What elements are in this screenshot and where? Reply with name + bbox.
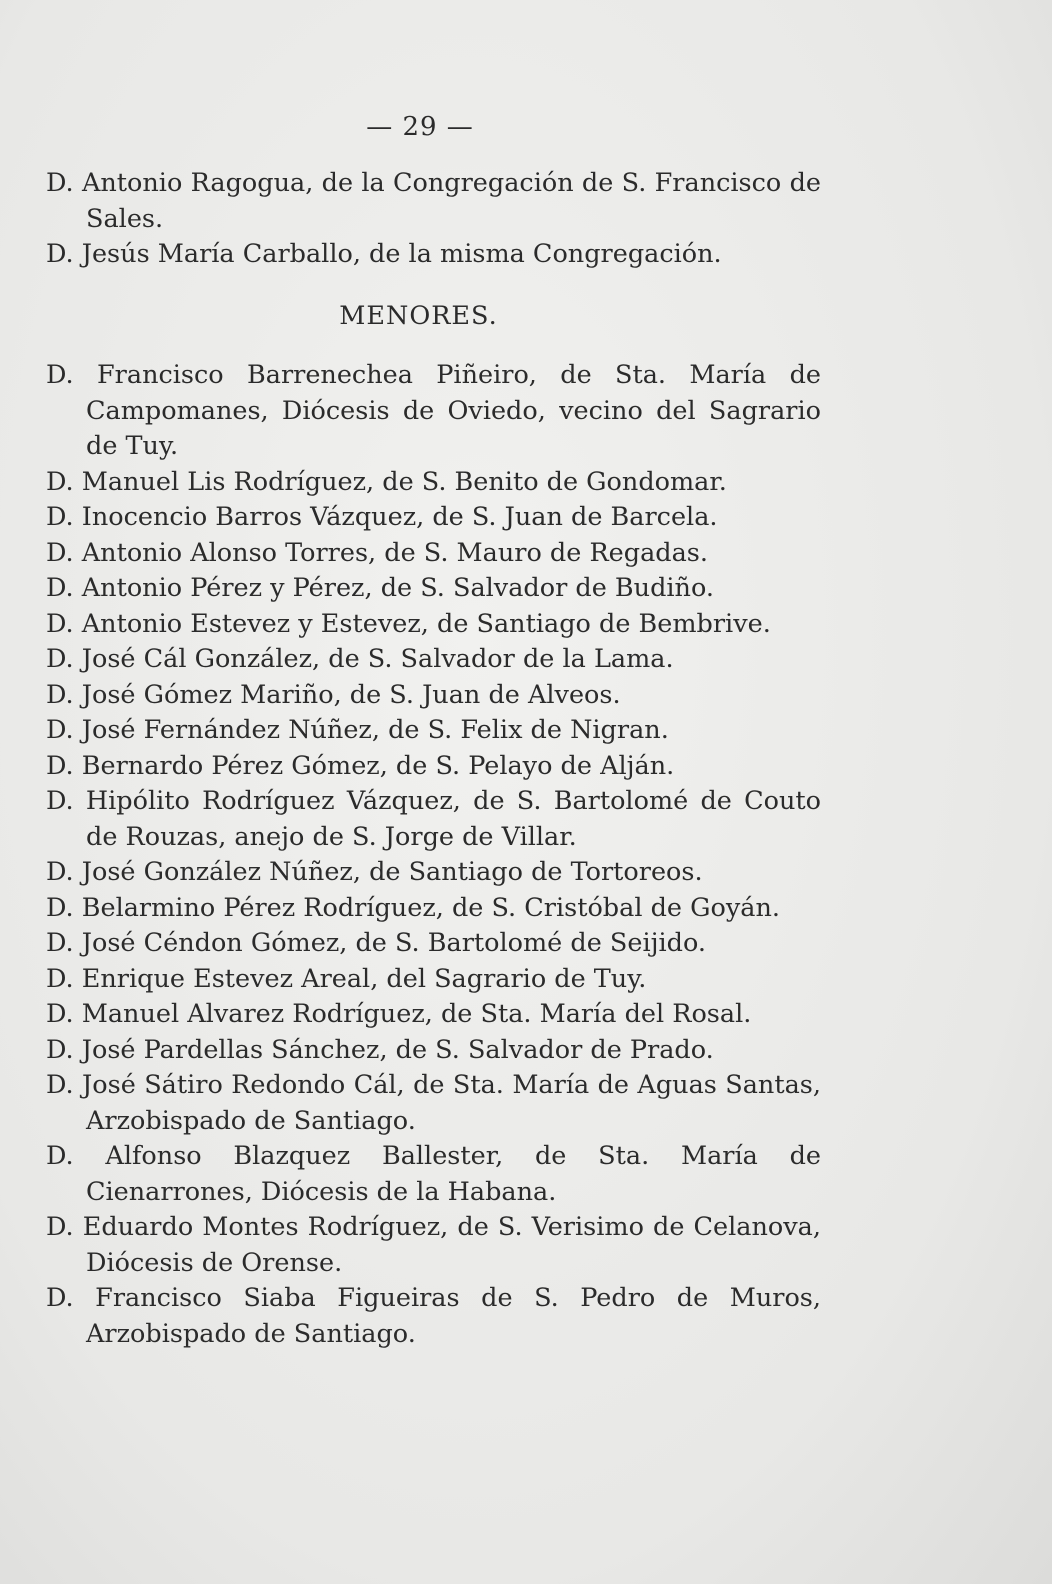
text-block	[46, 166, 821, 1352]
list-item: D. Manuel Alvarez Rodríguez, de Sta. María del Rosal.	[46, 999, 752, 1029]
list-item: D. José Céndon Gómez, de S. Bartolomé de Seijido.	[46, 928, 707, 958]
list-item: D. Antonio Alonso Torres, de S. Mauro de Regadas.	[46, 537, 708, 568]
list-item: D. Bernardo Pérez Gómez, de S. Pelayo de Alján.	[46, 750, 675, 781]
list-item: D. Hipólito Rodríguez Vázquez, de S. Bartolomé de Couto de Rouzas, anejo de S. Jorge de Villar.	[46, 786, 821, 852]
list-item: D. José Gómez Mariño, de S. Juan de Alveos.	[46, 679, 621, 710]
list-item: D. Antonio Pérez y Pérez, de S. Salvador de Budiño.	[46, 573, 714, 603]
list-item: D. José Cál González, de S. Salvador de la Lama.	[46, 644, 674, 674]
list-item: D. Belarmino Pérez Rodríguez, de S. Cristóbal de Goyán.	[46, 892, 780, 923]
list-item: D. Enrique Estevez Areal, del Sagrario de Tuy.	[46, 963, 647, 994]
section-heading: MENORES.	[339, 300, 498, 331]
list-item: D. Eduardo Montes Rodríguez, de S. Verisimo de Celanova, Diócesis de Orense.	[46, 1212, 821, 1278]
list-item: D. José Pardellas Sánchez, de S. Salvador de Prado.	[46, 1034, 714, 1065]
list-item: D. Inocencio Barros Vázquez, de S. Juan de Barcela.	[46, 502, 718, 532]
list-item: D. Francisco Barrenechea Piñeiro, de Sta. María de Campomanes, Diócesis de Oviedo, vecino del Sagrario de Tuy.	[46, 360, 821, 461]
list-item: D. Alfonso Blazquez Ballester, de Sta. María de Cienarrones, Diócesis de la Habana.	[46, 1141, 821, 1207]
list-item: D. José Sátiro Redondo Cál, de Sta. María de Aguas Santas, Arzobispado de Santiago.	[46, 1070, 821, 1136]
list-item: D. José González Núñez, de Santiago de Tortoreos.	[46, 857, 703, 887]
list-item: D. Antonio Estevez y Estevez, de Santiago de Bembrive.	[46, 608, 771, 639]
list-item: D. Manuel Lis Rodríguez, de S. Benito de Gondomar.	[46, 466, 727, 497]
list-item: D. José Fernández Núñez, de S. Felix de Nigran.	[46, 715, 669, 745]
page-number: — 29 —	[366, 112, 474, 142]
list-item: D. Jesús María Carballo, de la misma Congregación.	[46, 239, 722, 269]
list-item: D. Antonio Ragogua, de la Congregación de S. Francisco de Sales.	[46, 168, 821, 234]
list-item: D. Francisco Siaba Figueiras de S. Pedro de Muros, Arzobispado de Santiago.	[46, 1283, 821, 1349]
